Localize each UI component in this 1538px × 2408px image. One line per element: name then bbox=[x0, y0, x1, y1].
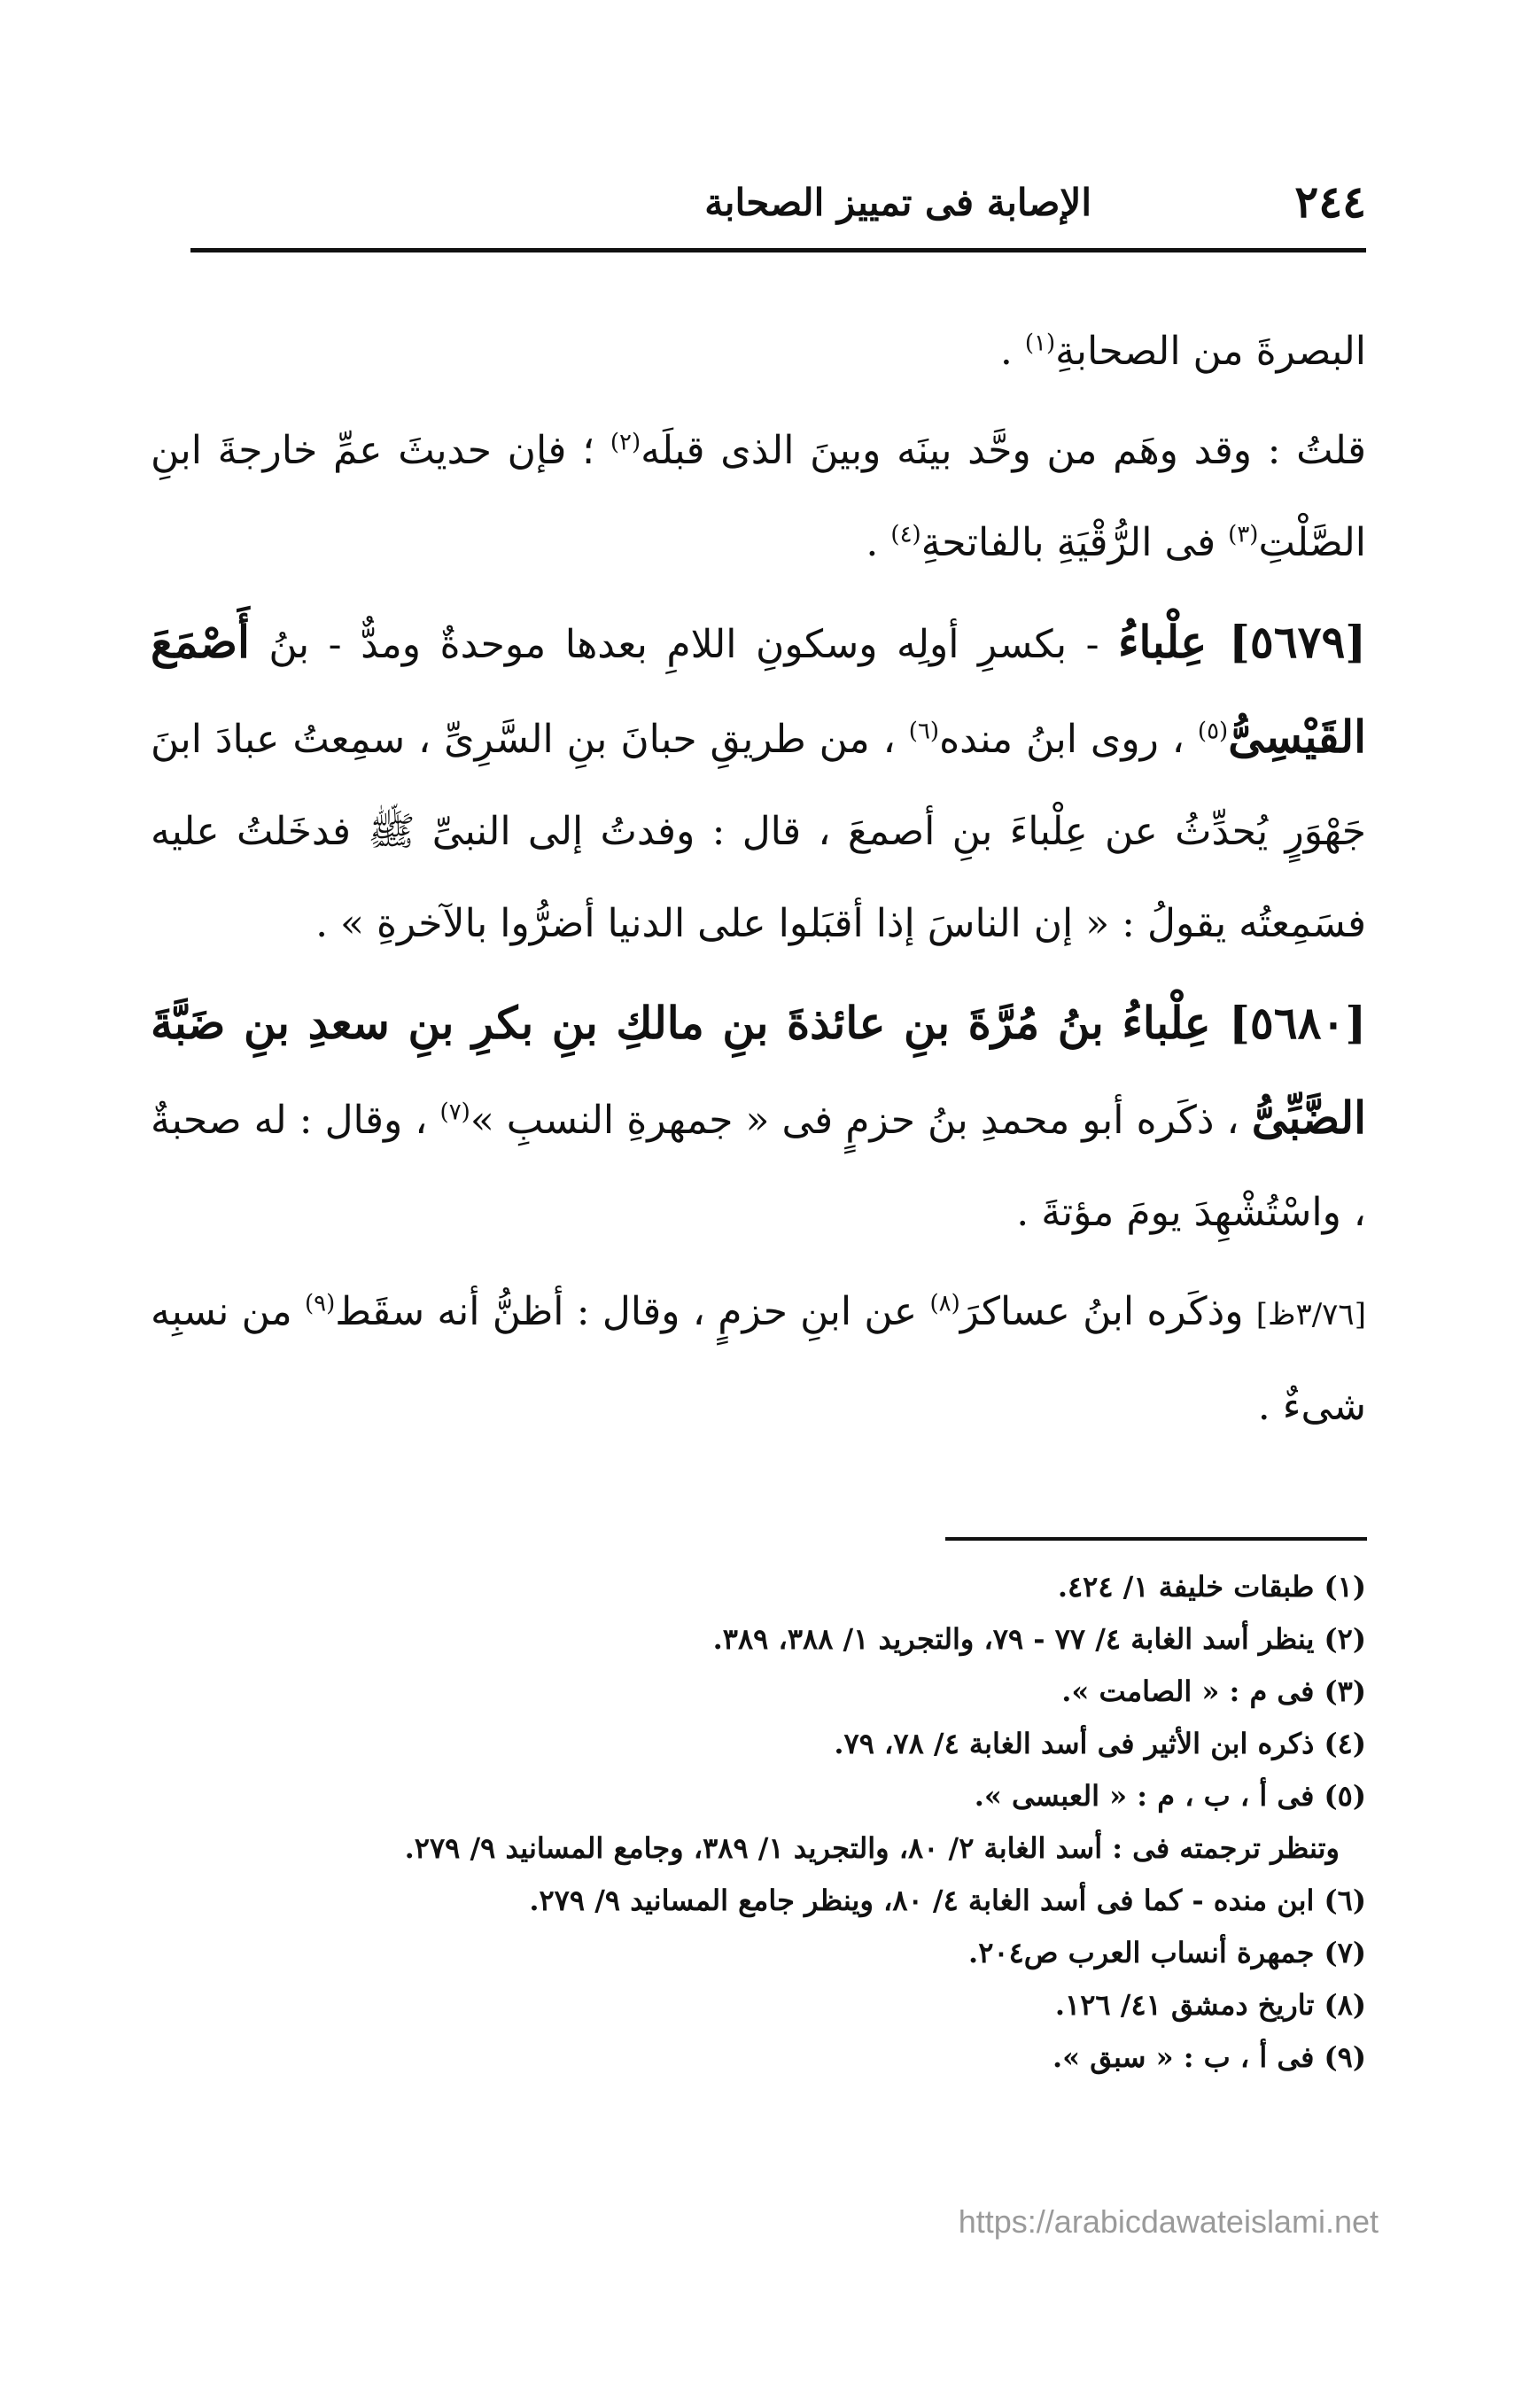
entry-5680 bbox=[151, 977, 1366, 1259]
paragraph bbox=[151, 1266, 1366, 1453]
footnote-continuation: وتنظر ترجمته فى : أسد الغابة ٢/ ٨٠، والتجريد ١/ ٣٨٩، وجامع المسانيد ٩/ ٢٧٩. bbox=[404, 1831, 1340, 1865]
footnote-ref: (١) bbox=[1024, 330, 1056, 357]
entry-heading: [٥٦٨٠] عِلْباءُ بنُ مُرَّةَ بنِ عائذةَ بنِ مالكِ بنِ بكرِ بنِ سعدِ بنِ ضَبَّةَ الضَّبِّىُّ bbox=[151, 997, 1366, 1144]
footnotes bbox=[190, 1561, 1366, 2084]
text-span: . bbox=[999, 329, 1013, 374]
footnote-ref: (٢) bbox=[610, 429, 641, 456]
running-title: الإصابة فى تمييز الصحابة bbox=[704, 181, 1091, 224]
footnote: (٦) ابن منده - كما فى أسد الغابة ٤/ ٨٠، وينظر جامع المسانيد ٩/ ٢٧٩. bbox=[529, 1884, 1366, 1917]
text-span: ، من طريقِ حبانَ بنِ السَّرِىِّ ، سمِعتُ عبادَ ابنَ جَهْوَرٍ يُحدِّثُ عن عِلْباءَ بنِ أصمعَ ، قال : وفدتُ إلى النبىِّ bbox=[151, 717, 1366, 854]
text-span: ، روى ابنُ منده bbox=[939, 717, 1185, 762]
paragraph bbox=[151, 306, 1366, 398]
footnote: (٩) فى أ ، ب : « سبق ». bbox=[1052, 2040, 1366, 2074]
text-span: ؛ فإن حديثَ عمِّ خارجةَ ابنِ الصَّلْتِ bbox=[151, 428, 1366, 565]
text-span: من نسبِه شىءٌ . bbox=[151, 1289, 1366, 1429]
footnote: (٣) فى م : « الصامت ». bbox=[1061, 1674, 1366, 1708]
running-header bbox=[190, 168, 1366, 252]
footnote-ref: (٥) bbox=[1197, 718, 1229, 745]
paragraph bbox=[151, 405, 1366, 589]
footnote: (٧) جمهرة أنساب العرب ص٢٠٤. bbox=[968, 1936, 1366, 1969]
entry-name: أَصْمَعَ القَيْسِىُّ bbox=[151, 616, 1366, 763]
text-span: - بكسرِ أولِه وسكونِ اللامِ بعدها موحدةٌ ومدٌّ - بنُ bbox=[268, 622, 1099, 667]
footnote-ref: (٤) bbox=[890, 521, 921, 548]
footnote-ref: (٧) bbox=[439, 1099, 470, 1126]
footnote-divider bbox=[945, 1537, 1367, 1541]
manuscript-folio-mark: [٣/٧٦ظ] bbox=[1255, 1297, 1366, 1332]
footnote-ref: (٩) bbox=[304, 1290, 336, 1317]
text-span: عن ابنِ حزمٍ ، وقال : أظنُّ أنه سقَط bbox=[335, 1289, 918, 1334]
text-span: وذكَره ابنُ عساكرَ bbox=[959, 1289, 1244, 1334]
entry-5679 bbox=[151, 596, 1366, 970]
footnote: (٢) ينظر أسد الغابة ٤/ ٧٧ - ٧٩، والتجريد ١/ ٣٨٨، ٣٨٩. bbox=[712, 1622, 1366, 1656]
footnote-ref: (٦) bbox=[908, 718, 940, 745]
text-span: البصرةَ من الصحابةِ bbox=[1055, 329, 1366, 374]
text-span: فى الرُّقْيَةِ بالفاتحةِ bbox=[920, 520, 1216, 565]
page-number: ٢٤٤ bbox=[1294, 175, 1366, 228]
text-span: ، وقال : له صحبةٌ ، واسْتُشْهِدَ يومَ مؤتةَ . bbox=[151, 1098, 1366, 1235]
footnote: (٥) فى أ ، ب ، م : « العبسى ». bbox=[974, 1779, 1366, 1813]
entry-heading: [٥٦٧٩] عِلْباءُ bbox=[1118, 616, 1366, 668]
salawat-glyph: ﷺ bbox=[368, 809, 416, 854]
footnote: (٨) تاريخ دمشق ٤١/ ١٢٦. bbox=[1054, 1988, 1366, 2022]
text-span: قلتُ : وقد وهَم من وحَّد بينَه وبينَ الذى قبلَه bbox=[641, 428, 1366, 473]
footnote: (٤) ذكره ابن الأثير فى أسد الغابة ٤/ ٧٨، ٧٩. bbox=[834, 1727, 1366, 1760]
footnote-ref: (٨) bbox=[929, 1290, 960, 1317]
text-span: . bbox=[866, 520, 879, 565]
main-text bbox=[151, 306, 1366, 1460]
footnote-ref: (٣) bbox=[1228, 521, 1259, 548]
watermark-url: https://arabicdawateislami.net bbox=[958, 2203, 1379, 2240]
text-span: ، ذكَره أبو محمدِ بنُ حزمٍ فى « جمهرةِ النسبِ » bbox=[470, 1098, 1239, 1143]
text-span: فدخَلتُ عليه فسَمِعتُه يقولُ : « إن الناسَ إذا أقبَلوا على الدنيا أضرُّوا بالآخرةِ » . bbox=[151, 809, 1366, 946]
footnote: (١) طبقات خليفة ١/ ٤٢٤. bbox=[1057, 1570, 1366, 1604]
